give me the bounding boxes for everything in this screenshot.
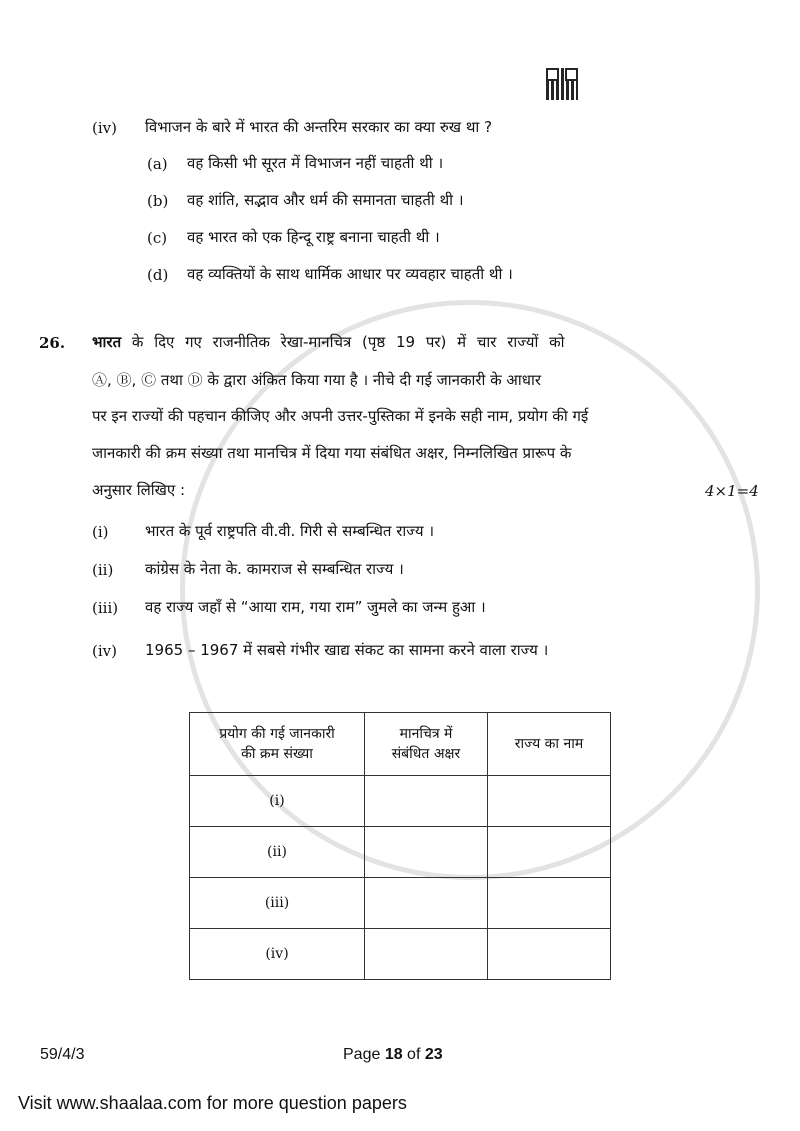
table-header: [190, 713, 365, 776]
table-cell: (iii): [190, 878, 365, 929]
page-prefix: Page: [343, 1046, 385, 1063]
page-current: 18: [384, 1046, 403, 1063]
table-cell: [488, 776, 611, 827]
item-text: कांग्रेस के नेता के. कामराज से सम्बन्धित राज्य ।: [145, 560, 404, 578]
table-header: [365, 713, 488, 776]
item-text: भारत के पूर्व राष्ट्रपति वी.वी. गिरी से सम्बन्धित राज्य ।: [145, 522, 435, 540]
question-text-line: अनुसार लिखिए :: [92, 481, 186, 499]
header-line: की क्रम संख्या: [241, 746, 313, 762]
table-cell: [488, 929, 611, 980]
table-header: [488, 713, 611, 776]
header-line: मानचित्र में: [399, 726, 453, 742]
table-cell: (ii): [190, 827, 365, 878]
table-cell: [365, 827, 488, 878]
table-cell: [488, 827, 611, 878]
table-cell: (iv): [190, 929, 365, 980]
table-header-row: [190, 713, 611, 776]
table-cell: [365, 776, 488, 827]
table-row: [190, 878, 611, 929]
table-row: [190, 776, 611, 827]
option-text: वह व्यक्तियों के साथ धार्मिक आधार पर व्यवहार चाहती थी ।: [187, 265, 513, 283]
question-text-line: पर इन राज्यों की पहचान कीजिए और अपनी उत्तर-पुस्तिका में इनके सही नाम, प्रयोग की गई: [92, 407, 589, 425]
question-first-line: [92, 332, 565, 352]
page-number: [343, 1046, 443, 1064]
table-cell: (i): [190, 776, 365, 827]
option-label: (a): [147, 155, 168, 173]
table-row: [190, 827, 611, 878]
item-label: (i): [92, 523, 109, 541]
header-line: संबंधित अक्षर: [391, 746, 461, 762]
question-text-line: Ⓐ, Ⓑ, Ⓒ तथा Ⓓ के द्वारा अंकित किया गया है । नीचे दी गई जानकारी के आधार: [92, 371, 542, 389]
header-line: प्रयोग की गई जानकारी: [219, 726, 335, 742]
question-number: 26.: [39, 334, 66, 352]
qr-code-icon: [546, 68, 578, 100]
item-text: वह राज्य जहाँ से “आया राम, गया राम” जुमले का जन्म हुआ ।: [145, 598, 486, 616]
option-label: (b): [147, 192, 169, 210]
header-line: राज्य का नाम: [514, 736, 584, 752]
question-number: (iv): [92, 119, 117, 137]
marks: 4×1=4: [705, 482, 759, 500]
answer-format-table: [189, 712, 611, 980]
page-of: of: [402, 1046, 425, 1063]
option-label: (d): [147, 266, 169, 284]
question-text: विभाजन के बारे में भारत की अन्तरिम सरकार का क्या रुख था ?: [145, 118, 493, 136]
paper-code: 59/4/3: [40, 1046, 85, 1063]
item-label: (ii): [92, 561, 114, 579]
option-text: वह शांति, सद्भाव और धर्म की समानता चाहती थी ।: [187, 191, 464, 209]
item-text: 1965 – 1967 में सबसे गंभीर खाद्य संकट का सामना करने वाला राज्य ।: [145, 641, 549, 659]
question-text-line: जानकारी की क्रम संख्या तथा मानचित्र में दिया गया संबंधित अक्षर, निम्नलिखित प्रारूप के: [92, 444, 572, 462]
option-label: (c): [147, 229, 168, 247]
table-cell: [365, 929, 488, 980]
item-label: (iv): [92, 642, 117, 660]
table-cell: [365, 878, 488, 929]
table-row: [190, 929, 611, 980]
table-cell: [488, 878, 611, 929]
option-text: वह भारत को एक हिन्दू राष्ट्र बनाना चाहती थी ।: [187, 228, 440, 246]
visit-link[interactable]: Visit www.shaalaa.com for more question papers: [18, 1093, 407, 1113]
item-label: (iii): [92, 599, 119, 617]
question-text-line: के दिए गए राजनीतिक रेखा-मानचित्र (पृष्ठ 19 पर) में चार राज्यों को: [131, 333, 565, 351]
question-bold-word: भारत: [92, 333, 122, 351]
option-text: वह किसी भी सूरत में विभाजन नहीं चाहती थी ।: [187, 154, 444, 172]
page-total: 23: [424, 1046, 443, 1063]
